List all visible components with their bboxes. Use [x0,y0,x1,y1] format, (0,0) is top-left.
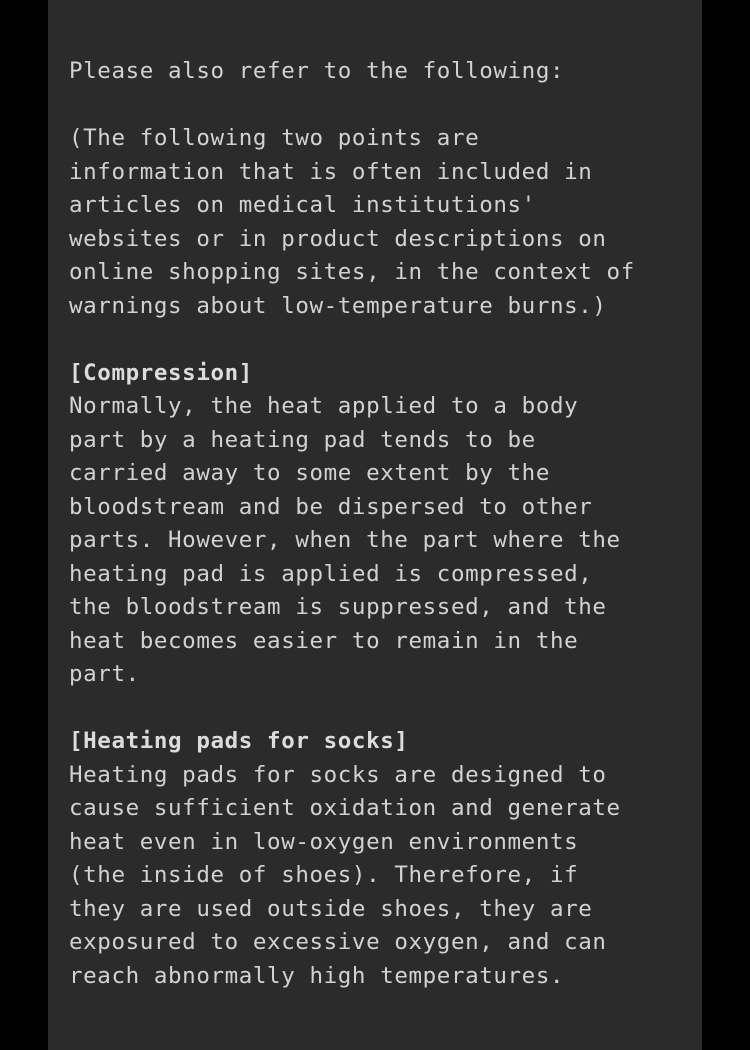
section-line: parts. However, when the part where the [69,527,621,553]
note-line: websites or in product descriptions on [69,225,607,252]
section-line: exposured to excessive oxygen, and can [69,929,607,955]
section-heading-compression: [Compression] [69,359,253,386]
note-line: warnings about low-temperature burns.) [69,292,607,319]
note-line: (The following two points are [69,125,480,151]
note-line: articles on medical institutions' [69,192,536,218]
section-line: reach abnormally high temperatures. [69,962,565,989]
section-heading-heating-pads: [Heating pads for socks] [69,728,409,754]
intro-line: Please also refer to the following: [69,58,565,84]
section-line: cause sufficient oxidation and generate [69,795,621,821]
section-line: part by a heating pad tends to be [69,426,536,453]
section-line: part. [69,661,140,687]
note-line: information that is often included in [69,158,593,185]
section-line: heat even in low-oxygen environments [69,828,579,855]
note-line: online shopping sites, in the context of [69,259,635,285]
blank-line [69,89,694,123]
section-line: bloodstream and be dispersed to other [69,493,593,520]
section-line: carried away to some extent by the [69,460,550,486]
section-line: heating pad is applied is compressed, [69,560,593,587]
section-line: (the inside of shoes). Therefore, if [69,862,579,888]
blank-line [69,323,694,357]
section-line: the bloodstream is suppressed, and the [69,594,607,620]
blank-line [69,692,694,726]
message-text [69,55,694,993]
section-line: heat becomes easier to remain in the [69,627,579,654]
section-line: Heating pads for socks are designed to [69,761,607,788]
section-line: they are used outside shoes, they are [69,895,593,922]
section-line: Normally, the heat applied to a body [69,393,579,419]
